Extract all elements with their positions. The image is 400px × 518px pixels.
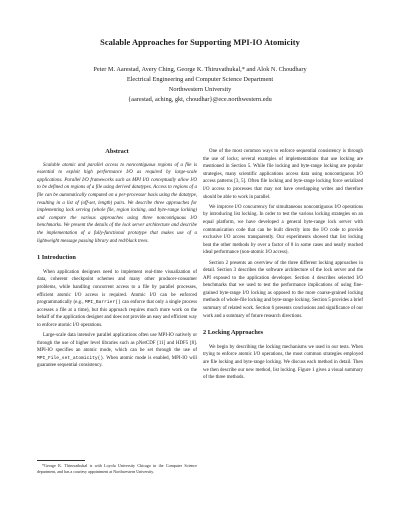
paper-title: Scalable Approaches for Supporting MPI-IO Atomicity: [100, 38, 300, 47]
author-emails: {aarestad, aching, gkt, choudhar}@ece.northwestern.edu: [128, 95, 272, 103]
intro-paragraph-5: Section 2 presents an overview of the three different locking approaches in detail. Section 3 describes the software architecture of the lock server and the API exposed to the application developer. Section 4 describes selected I/O benchmarks that we used to test the performance implications of using fine-grained byte-range I/O locking as opposed to the more coarse-grained locking methods of whole-file locking and byte-range locking. Section 5 provides a brief summary of related work. Section 6 presents conclusions and significance of our work and a summary of future research directions.: [203, 260, 363, 319]
right-column: [203, 148, 363, 384]
author-university: Northwestern University: [168, 85, 232, 93]
intro-paragraph-2: Large-scale data intensive parallel applications often use MPI-IO natively or through the use of higher level libraries such as pNetCDF [11] and HDF5 [8]. MPI-IO specifies an atomic mode, which can be set through the use of MPI_File_set_atomicity(). When atomic mode is enabled, MPI-IO will guarantee sequential consistency.: [37, 333, 197, 369]
abstract-body: Scalable atomic and parallel access to noncontiguous regions of a file is essential to exploit high performance I/O as required by large-scale applications. Parallel I/O frameworks such as MPI I/O conceptually allow I/O to be defined on regions of a file using derived datatypes. Access to regions of a file can be automatically computed on a per-processor basis using the datatype, resulting in a list of (off-set, length) pairs. We describe three approaches for implementing lock serving (whole file, region locking, and byte-range locking) and compare the various approaches using three noncontiguous I/O benchmarks. We present the details of the lock server architecture and describe the implementation of a fully-functional prototype that makes use of a lightweight message passing library and red/black trees.: [37, 162, 197, 244]
footnote: *George K. Thiruvathukal is with Loyola University Chicago in the Computer Science department, and has a courtesy appointment at Northwestern University.: [37, 463, 197, 474]
abstract-heading: Abstract: [105, 148, 129, 155]
intro-paragraph-3: One of the most common ways to enforce sequential consistency is through the use of locks; several examples of implementations that use locking are mentioned in Section 5. While file locking and byte-range locking are popular strategies, many scientific applications access data using noncontiguous I/O access patterns [3, 5]. Often file locking and byte-range locking force serialized I/O access to processes that may not have overlapping writes and therefore should be able to work in parallel.: [203, 149, 363, 200]
left-column: [37, 148, 197, 373]
section-heading-introduction: 1 Introduction: [37, 254, 76, 262]
inline-code-mpi-file-set-atomicity: MPI_File_set_atomicity(): [37, 355, 104, 361]
locking-paragraph-1: We begin by describing the locking mechanisms we used in our tests. When trying to enforce atomic I/O operations, the most common strategies employed are file locking and byte-range locking. We discuss each method in detail. Then we then describe our new method, list locking. Figure 1 gives a visual summary of the three methods.: [203, 344, 363, 381]
section-heading-locking: 2 Locking Approaches: [203, 329, 264, 337]
author-block: [0, 65, 400, 105]
inline-code-mpi-barrier: MPI_Barrier(): [84, 300, 121, 306]
footnote-rule: [37, 460, 85, 461]
intro-paragraph-4: We improve I/O concurrency for simultaneous noncontiguous I/O operations by introducing list locking. In order to test the various locking strategies on an equal platform, we have developed a general byte-range lock server with communication code that can be built directly into the I/O code to provide exclusive I/O access transparently. Our experiments showed that list locking beat the other methods by over a factor of 8 in some cases and nearly reached ideal performance (non-atomic I/O access).: [203, 204, 363, 256]
intro-paragraph-1: When application designers need to implement real-time visualization of data, coherent checkpoint schemes and many other producer-consumer problems, while handling concurrent access to a file by parallel processes, efficient atomic I/O access is required. Atomic I/O can be enforced programmatically (e.g., MPI_Barrier() can enforce that only a single process accesses a file at a time), but this approach requires much more work on the behalf of the application designer and does not provide an easy and efficient way to enforce atomic I/O operations.: [37, 269, 197, 328]
author-department: Electrical Engineering and Computer Science Department: [126, 75, 274, 83]
author-names: Peter M. Aarestad, Avery Ching, George K. Thiruvathukal,* and Alok N. Choudhary: [93, 66, 307, 73]
